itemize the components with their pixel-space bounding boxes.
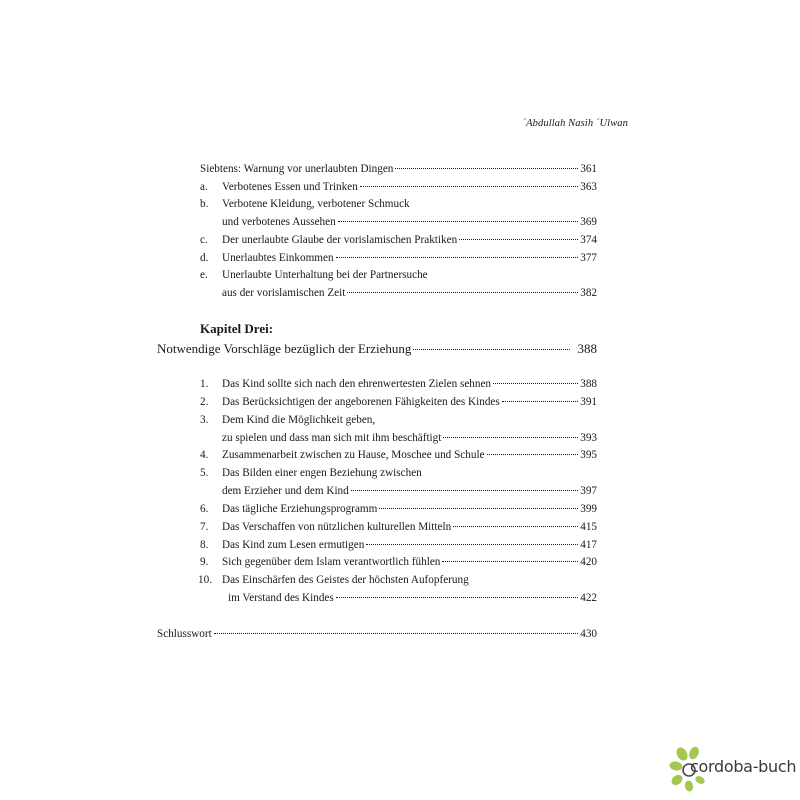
chapter-title-entry: [157, 341, 597, 357]
toc-entry-title: Zusammenarbeit zwischen zu Hause, Moschee und Schule: [222, 449, 485, 461]
toc-entry-title: Das Verschaffen von nützlichen kulturellen Mitteln: [222, 521, 452, 533]
toc-page-number: 363: [580, 181, 597, 193]
toc-page-number: 417: [580, 539, 597, 551]
toc-entry-title: Das Kind zum Lesen ermutigen: [222, 539, 365, 551]
logo-text: cordoba-buch: [690, 757, 797, 776]
toc-marker: c.: [200, 234, 208, 246]
toc-marker: 1.: [200, 378, 209, 390]
toc-marker: 10.: [198, 574, 212, 586]
toc-entry-title-cont: dem Erzieher und dem Kind: [222, 485, 349, 497]
toc-entry: [222, 180, 597, 194]
toc-entry-title: Das Kind sollte sich nach den ehrenwertesten Zielen sehnen: [222, 378, 492, 390]
toc-entry-title-cont: und verbotenes Aussehen: [222, 216, 336, 228]
toc-entry: [222, 484, 597, 498]
toc-page-number: 361: [580, 163, 597, 175]
toc-entry-title-cont: aus der vorislamischen Zeit: [222, 287, 346, 299]
toc-entry: [222, 215, 597, 229]
toc-entry-title: Sich gegenüber dem Islam verantwortlich fühlen: [222, 556, 441, 568]
toc-entry-title: Der unerlaubte Glaube der vorislamischen Praktiken: [222, 234, 458, 246]
toc-marker: d.: [200, 252, 209, 264]
toc-page-number: 391: [580, 396, 597, 408]
toc-marker: a.: [200, 181, 208, 193]
toc-entry-title: Dem Kind die Möglichkeit geben,: [222, 414, 376, 426]
running-header-author: ´Abdullah Nasih ´Ulwan: [522, 118, 628, 129]
toc-marker: 3.: [200, 414, 209, 426]
toc-page-number: 382: [580, 287, 597, 299]
dot-leader: [336, 256, 579, 258]
toc-entry: [222, 377, 597, 391]
toc-page-number: 397: [580, 485, 597, 497]
toc-entry-title: Schlusswort: [157, 628, 212, 640]
dot-leader: [453, 525, 578, 527]
dot-leader: [502, 400, 578, 402]
dot-leader: [395, 167, 578, 169]
toc-page-number: 388: [577, 341, 597, 356]
dot-leader: [487, 453, 579, 455]
toc-entry: [222, 555, 597, 569]
toc-entry: [222, 251, 597, 265]
toc-entry-schlusswort: [157, 627, 597, 641]
toc-entry-title: Das Einschärfen des Geistes der höchsten Aufopferung: [222, 574, 469, 586]
toc-page-number: 415: [580, 521, 597, 533]
toc-marker: b.: [200, 198, 209, 210]
chapter-label: Kapitel Drei:: [200, 321, 274, 336]
dot-leader: [336, 596, 578, 598]
toc-entry-title: Siebtens: Warnung vor unerlaubten Dingen: [200, 163, 394, 175]
dot-leader: [413, 348, 569, 350]
toc-entry-title-cont: im Verstand des Kindes: [228, 592, 334, 604]
toc-entry: [222, 233, 597, 247]
toc-entry: [222, 431, 597, 445]
toc-page-number: 374: [580, 234, 597, 246]
toc-page-number: 377: [580, 252, 597, 264]
toc-entry: [222, 395, 597, 409]
dot-leader: [442, 560, 578, 562]
toc-marker: 5.: [200, 467, 209, 479]
dot-leader: [360, 185, 578, 187]
toc-page-number: 369: [580, 216, 597, 228]
toc-entry-title: Unerlaubtes Einkommen: [222, 252, 334, 264]
toc-page-number: 430: [580, 628, 597, 640]
toc-entry: [228, 591, 597, 605]
toc-entry-siebtens: [200, 162, 597, 176]
dot-leader: [459, 238, 578, 240]
toc-entry: [222, 520, 597, 534]
dot-leader: [347, 291, 578, 293]
toc-entry-title: Verbotene Kleidung, verbotener Schmuck: [222, 198, 410, 210]
toc-entry: [222, 448, 597, 462]
toc-page-number: 388: [580, 378, 597, 390]
toc-page-number: 395: [580, 449, 597, 461]
toc-entry-title-cont: zu spielen und dass man sich mit ihm beschäftigt: [222, 432, 442, 444]
dot-leader: [214, 632, 579, 634]
toc-marker: 9.: [200, 556, 209, 568]
chapter-title: Notwendige Vorschläge bezüglich der Erziehung: [157, 341, 412, 356]
toc-page-number: 420: [580, 556, 597, 568]
dot-leader: [338, 220, 579, 222]
toc-entry: [222, 538, 597, 552]
toc-marker: 6.: [200, 503, 209, 515]
dot-leader: [493, 382, 578, 384]
dot-leader: [443, 436, 578, 438]
toc-entry: [222, 502, 597, 516]
toc-marker: 4.: [200, 449, 209, 461]
toc-marker: 7.: [200, 521, 209, 533]
toc-marker: 2.: [200, 396, 209, 408]
toc-page-number: 399: [580, 503, 597, 515]
toc-marker: 8.: [200, 539, 209, 551]
toc-entry-title: Unerlaubte Unterhaltung bei der Partnersuche: [222, 269, 428, 281]
toc-entry-title: Das Berücksichtigen der angeborenen Fähigkeiten des Kindes: [222, 396, 500, 408]
toc-page-number: 393: [580, 432, 597, 444]
toc-entry-title: Das Bilden einer engen Beziehung zwischen: [222, 467, 422, 479]
toc-page-number: 422: [580, 592, 597, 604]
dot-leader: [351, 489, 578, 491]
toc-entry-title: Das tägliche Erziehungsprogramm: [222, 503, 378, 515]
dot-leader: [379, 507, 578, 509]
dot-leader: [366, 543, 578, 545]
toc-entry-title: Verbotenes Essen und Trinken: [222, 181, 358, 193]
toc-entry: [222, 286, 597, 300]
toc-marker: e.: [200, 269, 208, 281]
